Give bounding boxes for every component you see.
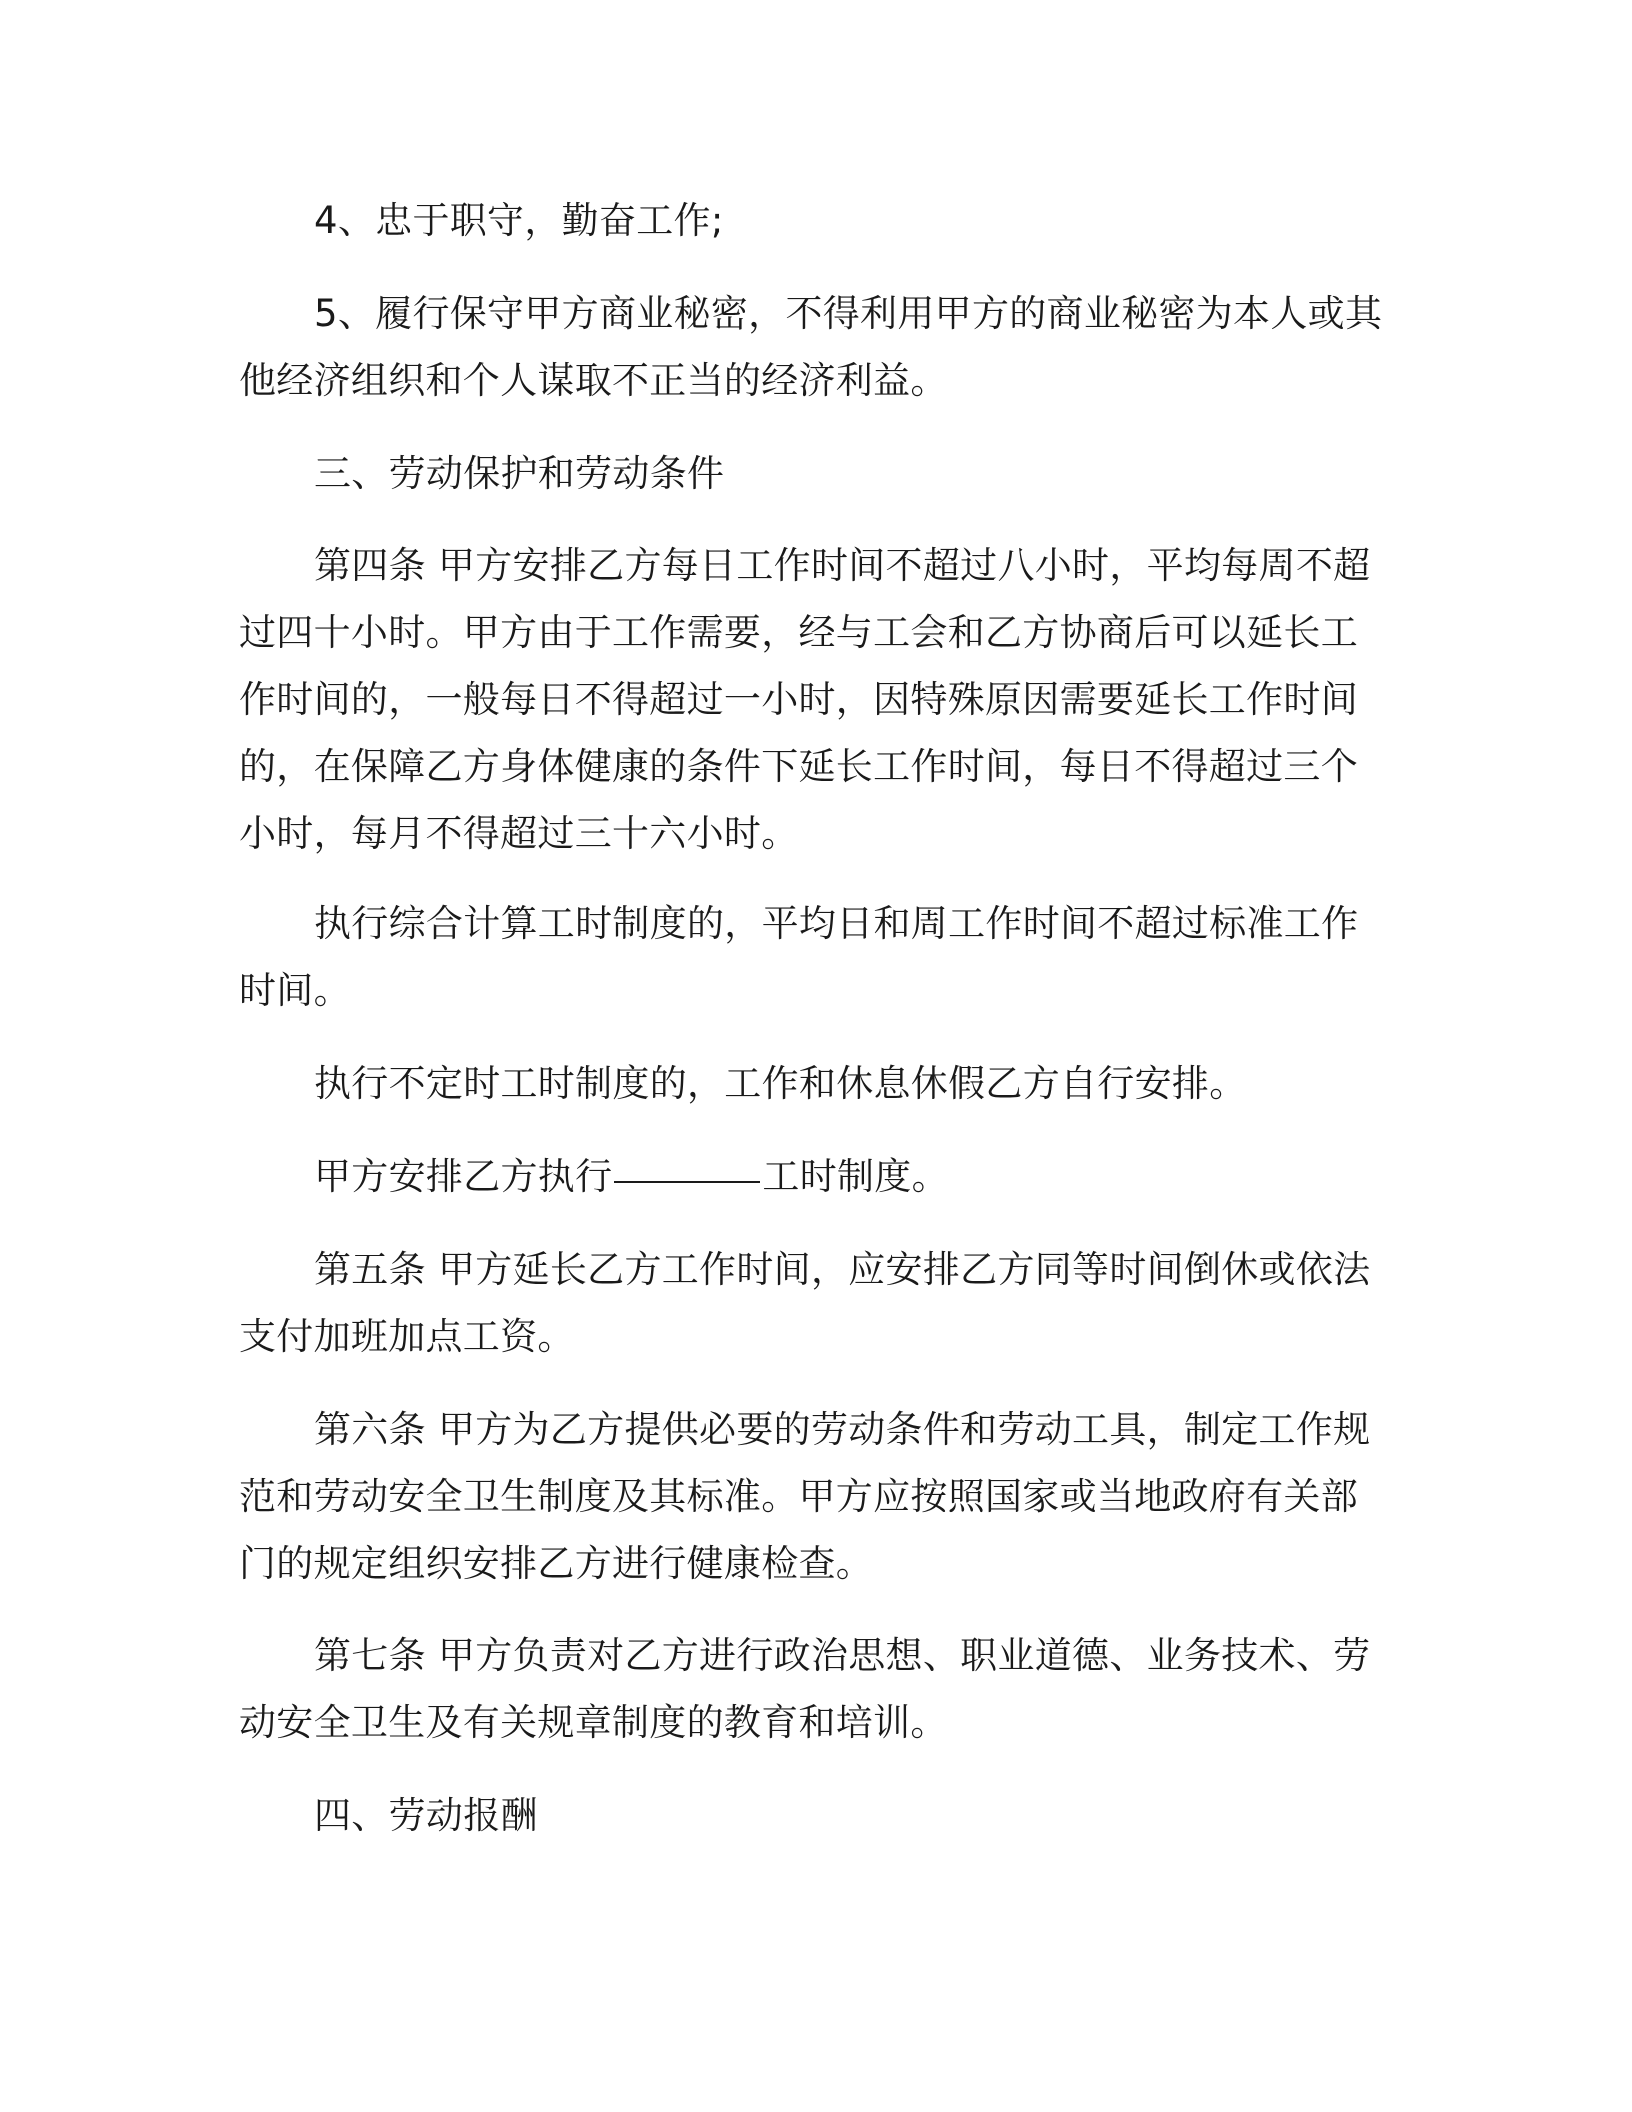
paragraph-comprehensive-hours: 执行综合计算工时制度的，平均日和周工作时间不超过标准工作时间。 — [239, 902, 1359, 1012]
hours-system-blank-field[interactable] — [614, 1180, 760, 1183]
paragraph-flexible-hours: 执行不定时工时制度的，工作和休息休假乙方自行安排。 — [314, 1062, 1247, 1105]
paragraph-hours-system — [239, 1143, 1385, 1210]
article-6: 第六条 甲方为乙方提供必要的劳动条件和劳动工具，制定工作规范和劳动安全卫生制度及其标准。甲方应按照国家或当地政府有关部门的规定组织安排乙方进行健康检查。 — [239, 1408, 1371, 1585]
section-heading-3: 三、劳动保护和劳动条件 — [314, 452, 725, 495]
hours-system-prefix: 甲方安排乙方执行 — [314, 1155, 613, 1198]
article-5: 第五条 甲方延长乙方工作时间，应安排乙方同等时间倒休或依法支付加班加点工资。 — [239, 1248, 1371, 1358]
section-heading-4: 四、劳动报酬 — [314, 1794, 538, 1837]
article-7: 第七条 甲方负责对乙方进行政治思想、职业道德、业务技术、劳动安全卫生及有关规章制度的教育和培训。 — [239, 1634, 1371, 1744]
paragraph-item-5: 5、履行保守甲方商业秘密，不得利用甲方的商业秘密为本人或其他经济组织和个人谋取不正当的经济利益。 — [239, 292, 1383, 402]
paragraph-item-4: 4、忠于职守，勤奋工作; — [314, 199, 724, 242]
hours-system-suffix: 工时制度。 — [762, 1155, 949, 1198]
article-4: 第四条 甲方安排乙方每日工作时间不超过八小时，平均每周不超过四十小时。甲方由于工作需要，经与工会和乙方协商后可以延长工作时间的，一般每日不得超过一小时，因特殊原因需要延长工作时间的，在保障乙方身体健康的条件下延长工作时间，每日不得超过三个小时，每月不得超过三十六小时。 — [239, 544, 1371, 855]
